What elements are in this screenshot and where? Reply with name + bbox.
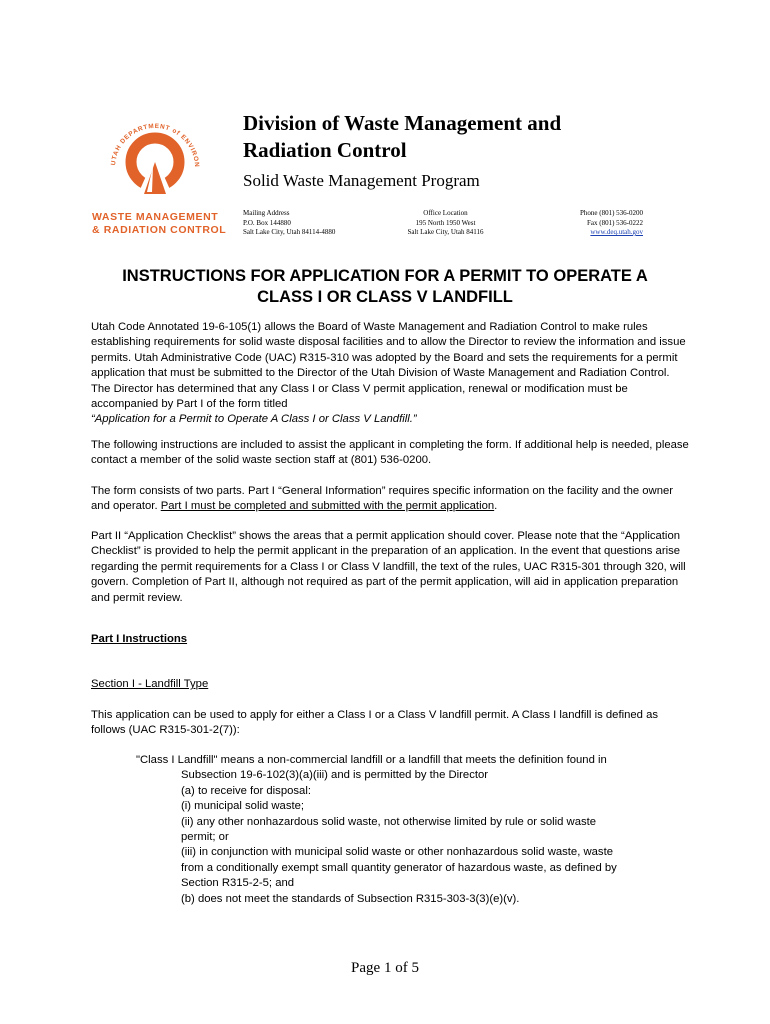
- deq-logo: [100, 104, 210, 209]
- part1-heading: Part I Instructions: [91, 633, 188, 645]
- deq-seal-icon: [100, 104, 210, 209]
- program-name: Solid Waste Management Program: [243, 171, 480, 190]
- title-line-1: INSTRUCTIONS FOR APPLICATION FOR A PERMIT TO OPERATE A: [122, 267, 648, 285]
- definition-line: (i) municipal solid waste;: [181, 800, 305, 813]
- definition-line: (a) to receive for disposal:: [181, 784, 311, 797]
- definition-line: Subsection 19-6-102(3)(a)(iii) and is permitted by the Director: [181, 769, 489, 782]
- fax-number: Fax (801) 536-0222: [587, 218, 643, 227]
- intro-paragraph: [91, 320, 691, 428]
- intro-text: Utah Code Annotated 19-6-105(1) allows the Board of Waste Management and Radiation Control to make rules establishing requirements for solid waste disposal facilities and to allow the Director to review the information and issue permits. Utah Administrative Code (UAC) R315-310 was adopted by the Board and sets the requirements for a permit application that must be submitted to the Director of the Utah Division of Waste Management and Radiation Control. The Director has determined that any Class I or Class V permit application, renewal or modification must be accompanied by Part I of the form titled: [91, 321, 686, 411]
- website-link[interactable]: www.deq.utah.gov: [590, 228, 643, 236]
- mailing-line: Salt Lake City, Utah 84114-4880: [243, 228, 336, 236]
- brand-wordmark: [92, 211, 232, 237]
- form-parts-paragraph: [91, 484, 691, 515]
- brand-line-1: WASTE MANAGEMENT: [92, 211, 219, 223]
- office-line: 195 North 1950 West: [415, 218, 476, 227]
- division-line-1: Division of Waste Management and: [243, 111, 562, 135]
- phone-block: [543, 209, 643, 238]
- definition-line: (iii) in conjunction with municipal solid waste or other nonhazardous solid waste, waste: [181, 846, 614, 859]
- form-title-italic: “Application for a Permit to Operate A Class I or Class V Landfill.”: [91, 413, 417, 426]
- form-parts-end: .: [494, 500, 498, 513]
- section1-heading: Section I - Landfill Type: [91, 678, 209, 690]
- part1-requirement: Part I must be completed and submitted with the permit application: [160, 500, 495, 513]
- title-line-2: CLASS I OR CLASS V LANDFILL: [257, 288, 513, 306]
- mailing-address: [243, 209, 335, 238]
- seal-ring-text: UTAH DEPARTMENT of ENVIRON: [110, 122, 201, 168]
- document-title: [85, 266, 685, 308]
- class1-definition: [136, 753, 676, 907]
- checklist-paragraph: Part II “Application Checklist” shows the areas that a permit application should cover. Please note that the “Application Checklist” is provided to help the permit applicant in the preparation of an application. In the event that questions arise regarding the permit requirements for a Class I or Class V landfill, the text of the rules, UAC R315-301 through 320, will govern. Completion of Part II, although not required as part of the permit application, will aid in application preparation and permit review.: [91, 530, 686, 604]
- brand-line-2: & RADIATION CONTROL: [92, 224, 227, 236]
- mailing-line: Mailing Address: [243, 209, 290, 217]
- office-line: Salt Lake City, Utah 84116: [407, 228, 484, 236]
- form-parts-text: The form consists of two parts. Part I “General Information” requires specific information on the facility and the owner and operator.: [91, 485, 674, 513]
- division-line-2: Radiation Control: [243, 138, 407, 162]
- definition-intro: "Class I Landfill" means a non-commercial landfill or a landfill that meets the definition found in: [136, 754, 607, 766]
- mailing-line: P.O. Box 144880: [243, 218, 291, 227]
- office-location: [398, 209, 493, 238]
- page-number: Page 1 of 5: [351, 960, 419, 976]
- definition-line: (ii) any other nonhazardous solid waste, not otherwise limited by rule or solid waste: [181, 815, 597, 828]
- office-line: Office Location: [423, 209, 468, 217]
- division-name: [243, 110, 663, 164]
- instructions-paragraph: The following instructions are included to assist the applicant in completing the form. If additional help is needed, please contact a member of the solid waste section staff at (801) 536-0200.: [91, 439, 689, 467]
- definition-line: (b) does not meet the standards of Subsection R315-303-3(3)(e)(v).: [181, 892, 520, 905]
- definition-line: from a conditionally exempt small quantity generator of hazardous waste, as defined by: [181, 861, 617, 874]
- definition-line: Section R315-2-5; and: [181, 877, 295, 890]
- landfill-type-paragraph: This application can be used to apply for either a Class I or a Class V landfill permit. A Class I landfill is defined as follows (UAC R315-301-2(7)):: [91, 709, 659, 737]
- definition-line: permit; or: [181, 831, 229, 844]
- phone-number: Phone (801) 536-0200: [580, 209, 643, 217]
